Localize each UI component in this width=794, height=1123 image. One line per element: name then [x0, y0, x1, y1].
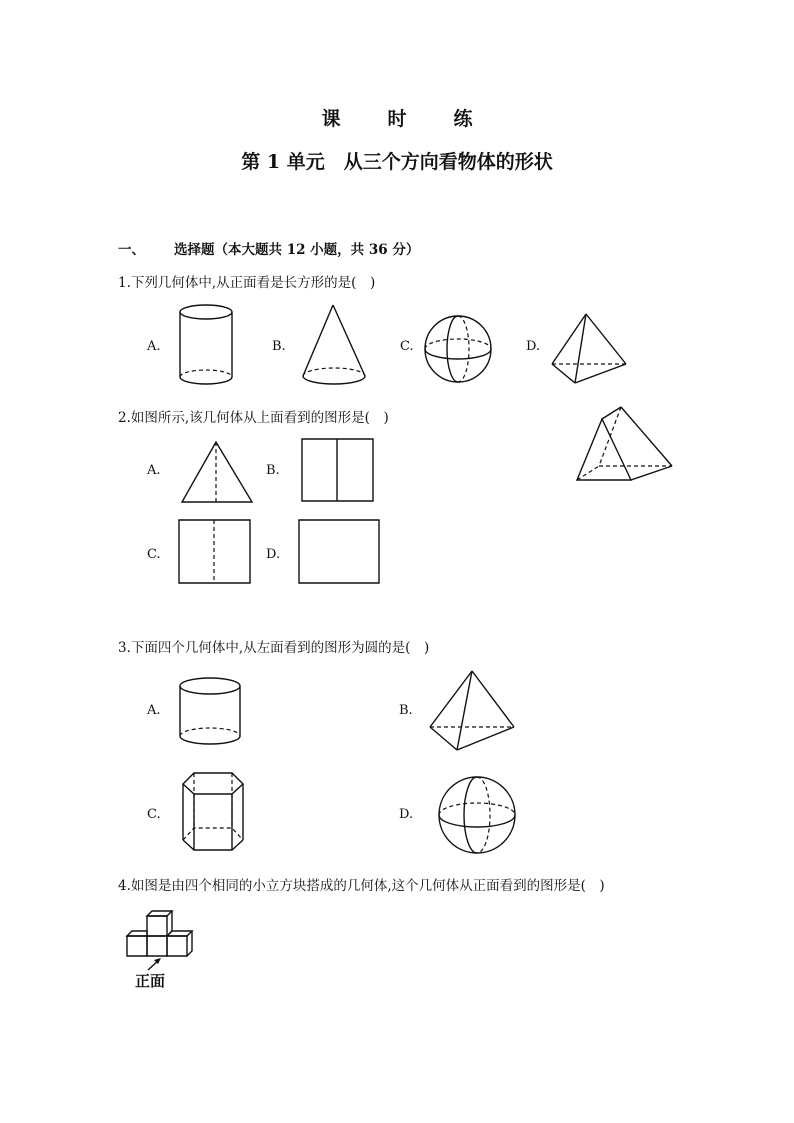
section-number: 一、 [118, 242, 145, 258]
question-2-stem: 2.如图所示,该几何体从上面看到的图形是( ) [118, 410, 389, 426]
rectangle-split-icon [301, 438, 374, 502]
q1-option-c-label: C. [400, 339, 414, 354]
pyramid-icon [548, 312, 630, 386]
arrow-icon [146, 957, 162, 971]
triangular-prism-icon [575, 404, 675, 484]
q3-option-c-label: C. [147, 807, 161, 822]
q2-option-b-label: B. [266, 463, 280, 478]
section-heading [118, 238, 419, 258]
question-4-stem: 4.如图是由四个相同的小立方块搭成的几何体,这个几何体从正面看到的图形是( ) [118, 878, 605, 894]
q2-option-d-label: D. [266, 547, 281, 562]
cylinder-icon [177, 303, 235, 387]
q1-option-a-label: A. [147, 339, 161, 354]
question-1-stem: 1.下列几何体中,从正面看是长方形的是( ) [118, 275, 376, 291]
q1-option-d-label: D. [526, 339, 541, 354]
document-title: 课 时 练 [321, 108, 487, 130]
unit-title: 第 1 单元 从三个方向看物体的形状 [241, 151, 553, 173]
sphere-icon [423, 314, 493, 384]
q1-option-b-label: B. [272, 339, 286, 354]
cylinder-icon [177, 676, 243, 748]
cube-stack-icon [125, 909, 197, 961]
rectangle-dashed-split-icon [178, 519, 251, 585]
front-view-caption: 正面 [135, 972, 166, 990]
q2-option-a-label: A. [147, 463, 161, 478]
q3-option-a-label: A. [147, 703, 161, 718]
pyramid-icon [426, 669, 518, 753]
sphere-icon [437, 775, 517, 855]
hexagonal-prism-icon [180, 770, 246, 852]
question-3-stem: 3.下面四个几何体中,从左面看到的图形为圆的是( ) [118, 640, 430, 656]
cone-icon [300, 303, 368, 387]
section-label: 选择题（本大题共 12 小题，共 36 分） [174, 242, 420, 258]
rectangle-icon [298, 519, 380, 585]
q2-option-c-label: C. [147, 547, 161, 562]
q3-option-b-label: B. [399, 703, 413, 718]
triangle-dashed-icon [180, 440, 254, 504]
q3-option-d-label: D. [399, 807, 414, 822]
